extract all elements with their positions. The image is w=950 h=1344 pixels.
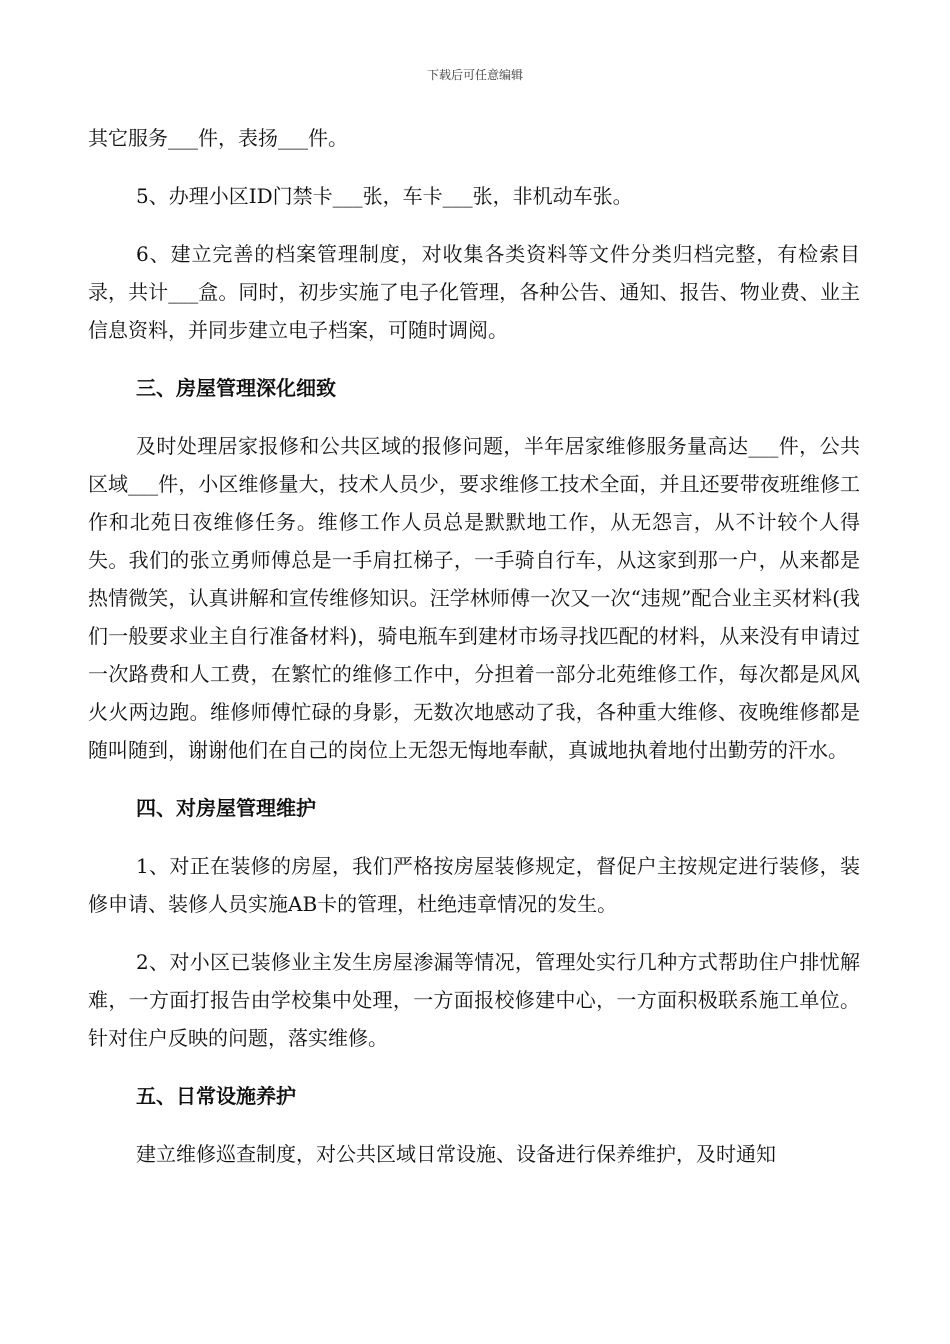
paragraph-item-6: 6、建立完善的档案管理制度，对收集各类资料等文件分类归档完整，有检索目录，共计___盒。同时，初步实施了电子化管理，各种公告、通知、报告、物业费、业主信息资料，并同步建立电子档案，可随时调阅。: [88, 242, 860, 342]
paragraph-facilities: 建立维修巡查制度，对公共区域日常设施、设备进行保养维护，及时通知: [136, 1142, 776, 1166]
section-heading-3: 三、房屋管理深化细致: [136, 376, 336, 400]
paragraph-service-count: 其它服务___件，表扬___件。: [88, 126, 348, 150]
paragraph-repair: 及时处理居家报修和公共区域的报修问题，半年居家维修服务量高达___件，公共区域___件，小区维修量大，技术人员少，要求维修工技术全面，并且还要带夜班维修工作和北苑日夜维修任务。维修工作人员总是默默地工作，从无怨言，从不计较个人得失。我们的张立勇师傅总是一手肩扛梯子，一手骑自行车，从这家到那一户，从来都是热情微笑，认真讲解和宣传维修知识。汪学林师傅一次又一次“违规”配合业主买材料(我们一般要求业主自行准备材料)，骑电瓶车到建材市场寻找匹配的材料，从来没有申请过一次路费和人工费，在繁忙的维修工作中，分担着一部分北苑维修工作，每次都是风风火火两边跑。维修师傅忙碌的身影，无数次地感动了我，各种重大维修、夜晚维修都是随叫随到，谢谢他们在自己的岗位上无怨无悔地奉献，真诚地执着地付出勤劳的汗水。: [88, 434, 860, 762]
paragraph-maintenance-2: 2、对小区已装修业主发生房屋渗漏等情况，管理处实行几种方式帮助住户排忧解难，一方面打报告由学校集中处理，一方面报校修建中心，一方面积极联系施工单位。针对住户反映的问题，落实维修。: [88, 950, 860, 1050]
page-header-note: 下载后可任意编辑: [426, 68, 523, 82]
paragraph-item-5: 5、办理小区ID门禁卡___张，车卡___张，非机动车张。: [136, 184, 633, 208]
section-heading-5: 五、日常设施养护: [136, 1084, 296, 1108]
document-body: [88, 119, 860, 1193]
paragraph-maintenance-1: 1、对正在装修的房屋，我们严格按房屋装修规定，督促户主按规定进行装修，装修申请、装修人员实施AB卡的管理，杜绝违章情况的发生。: [88, 854, 860, 916]
section-heading-4: 四、对房屋管理维护: [136, 796, 316, 820]
